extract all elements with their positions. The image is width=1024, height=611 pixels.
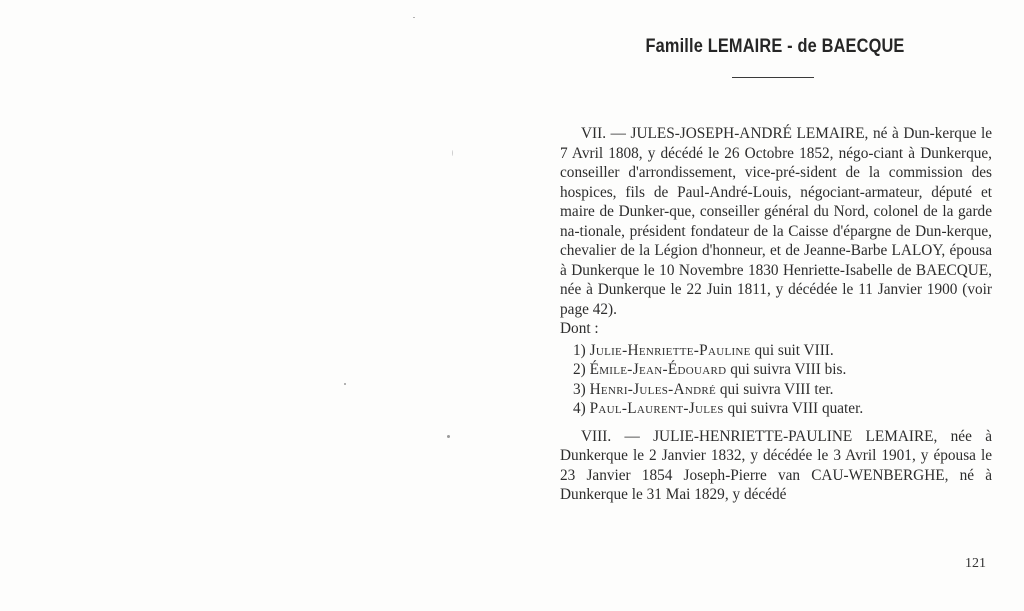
child-note: qui suivra VIII bis. [730,361,847,378]
entry-vii-paragraph: VII. — JULES-JOSEPH-ANDRÉ LEMAIRE, né à Dun-kerque le 7 Avril 1808, y décédé le 26 Octobre 1852, négo-ciant à Dunkerque, conseiller d'arrondissement, vice-pré-sident de la commission des hospices, fils de Paul-André-Louis, négociant-armateur, député et maire de Dunker-que, conseiller général du Nord, colonel de la garde na-tionale, président fondateur de la Caisse d'épargne de Dun-kerque, chevalier de la Légion d'honneur, et de Jeanne-Barbe LALOY, épousa à Dunkerque le 10 Novembre 1830 Henriette-Isabelle de BAECQUE, née à Dunkerque le 22 Juin 1811, y décédée le 11 Janvier 1900 (voir page 42). [560,125,992,318]
page-title: Famille LEMAIRE - de BAECQUE [645,36,905,57]
entry-viii-paragraph: VIII. — JULIE-HENRIETTE-PAULINE LEMAIRE, née à Dunkerque le 2 Janvier 1832, y décédée le 3 Avril 1901, y épousa le 23 Janvier 1854 Joseph-Pierre van CAU-WENBERGHE, né à Dunkerque le 31 Mai 1829, y décédé [560,427,992,503]
paper-speck [344,383,346,385]
child-number: 2) [573,361,586,378]
child-note: qui suit VIII. [754,341,834,359]
child-note: qui suivra VIII quater. [727,400,864,417]
children-list [560,341,992,419]
list-item [573,380,992,400]
right-page [510,0,1024,611]
paper-speck [452,150,453,156]
paper-speck [413,17,415,18]
child-number: 3) [573,380,586,398]
children-label: Dont : [560,320,599,337]
page-number: 121 [965,556,986,571]
genealogy-text [560,124,992,505]
list-item [573,360,992,380]
left-page-blank [0,0,505,611]
title-divider [732,77,814,78]
child-note: qui suivra VIII ter. [719,380,834,398]
child-number: 4) [573,400,586,417]
child-name: Paul-Laurent-Jules [589,400,724,417]
child-name: Émile-Jean-Édouard [589,361,727,378]
paper-speck [447,435,450,438]
child-name: Julie-Henriette-Pauline [589,341,751,359]
list-item [573,341,992,361]
child-name: Henri-Jules-André [589,380,717,398]
child-number: 1) [573,341,586,359]
list-item [573,399,992,419]
